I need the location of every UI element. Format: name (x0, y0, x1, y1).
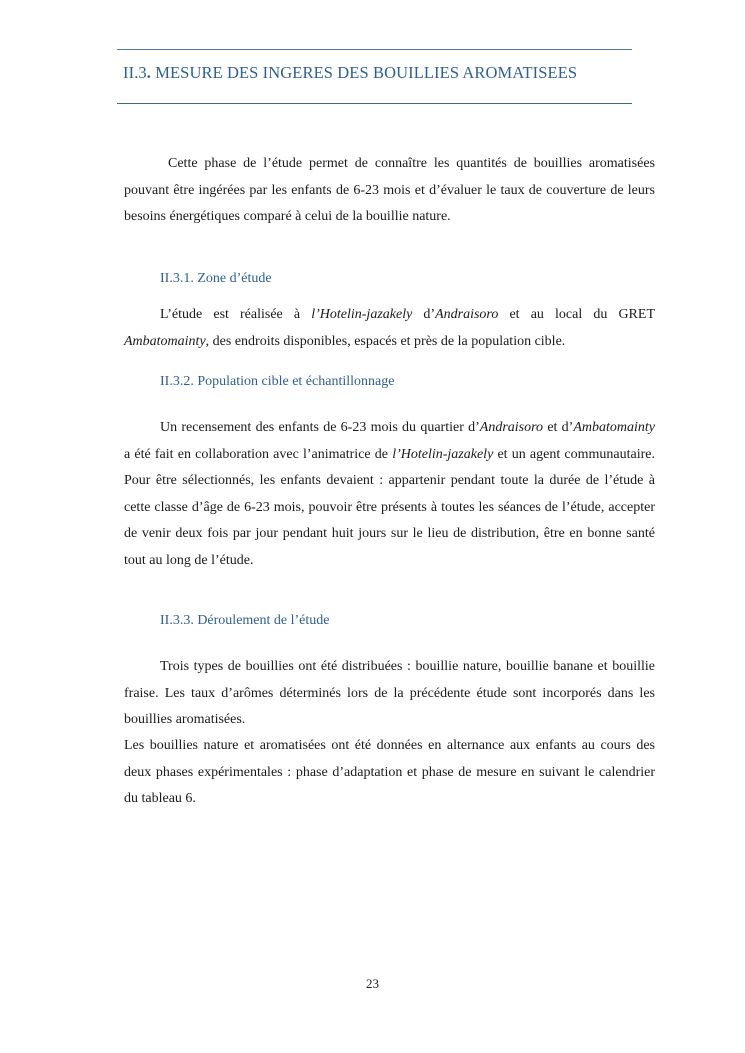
population-text-4: et un agent communautaire. Pour être sélectionnés, les enfants devaient : appartenir pendant toute la durée de l’étude à cette classe d’âge de 6-23 mois, pouvoir être présents à toutes les séances de l’étude, accepter de venir deux fois par jour pendant huit jours sur le lieu de distribution, être en bonne santé tout au long de l’étude. (124, 446, 656, 568)
zone-place-hotelin: l’Hotelin-jazakely (311, 307, 413, 322)
subsection-heading-deroulement: II.3.3. Déroulement de l’étude (160, 613, 330, 628)
deroulement-paragraph-2: Les bouillies nature et aromatisées ont été données en alternance aux enfants au cours des deux phases expérimentales : phase d’adaptation et phase de mesure en suivant le calendrier du tableau 6. (124, 738, 655, 806)
zone-place-ambatomainty: Ambatomainty (124, 333, 206, 349)
zone-place-andraisoro: Andraisoro (435, 307, 499, 322)
zone-text-4: , des endroits disponibles, espacés et près de la population cible. (205, 333, 566, 349)
zone-text-3: et au local du GRET (498, 307, 655, 322)
page-number: 23 (366, 976, 379, 991)
zone-text-1: L’étude est réalisée à (160, 307, 312, 322)
header-top-rule (117, 49, 632, 50)
zone-text-2: d’ (412, 307, 436, 322)
section-number: II.3 (123, 63, 147, 82)
population-place-hotelin: l’Hotelin-jazakely (392, 446, 494, 462)
zone-paragraph (124, 302, 655, 355)
population-text-1: Un recensement des enfants de 6-23 mois du quartier d’ (160, 420, 480, 435)
section-title-text: MESURE DES INGERES DES BOUILLIES AROMATISEES (151, 63, 578, 82)
intro-paragraph: Cette phase de l’étude permet de connaître les quantités de bouillies aromatisées pouvant être ingérées par les enfants de 6-23 mois et d’évaluer le taux de couverture de leurs besoins énergétiques comparé à celui de la bouillie nature. (124, 156, 655, 224)
section-number-dot: . (146, 63, 151, 82)
population-paragraph (124, 415, 655, 574)
population-text-2: et d’ (543, 420, 574, 435)
subsection-heading-population: II.3.2. Population cible et échantillonnage (160, 374, 395, 389)
section-title (123, 63, 577, 83)
population-text-3: a été fait en collaboration avec l’animatrice de (124, 446, 393, 462)
deroulement-paragraph-1: Trois types de bouillies ont été distribuées : bouillie nature, bouillie banane et bouillie fraise. Les taux d’arômes déterminés lors de la précédente étude sont incorporés dans les bouillies aromatisées. (124, 659, 655, 727)
population-place-andraisoro: Andraisoro (479, 420, 544, 435)
header-bottom-rule (117, 103, 632, 104)
subsection-heading-zone: II.3.1. Zone d’étude (160, 271, 272, 286)
population-place-ambatomainty: Ambatomainty (573, 420, 655, 435)
